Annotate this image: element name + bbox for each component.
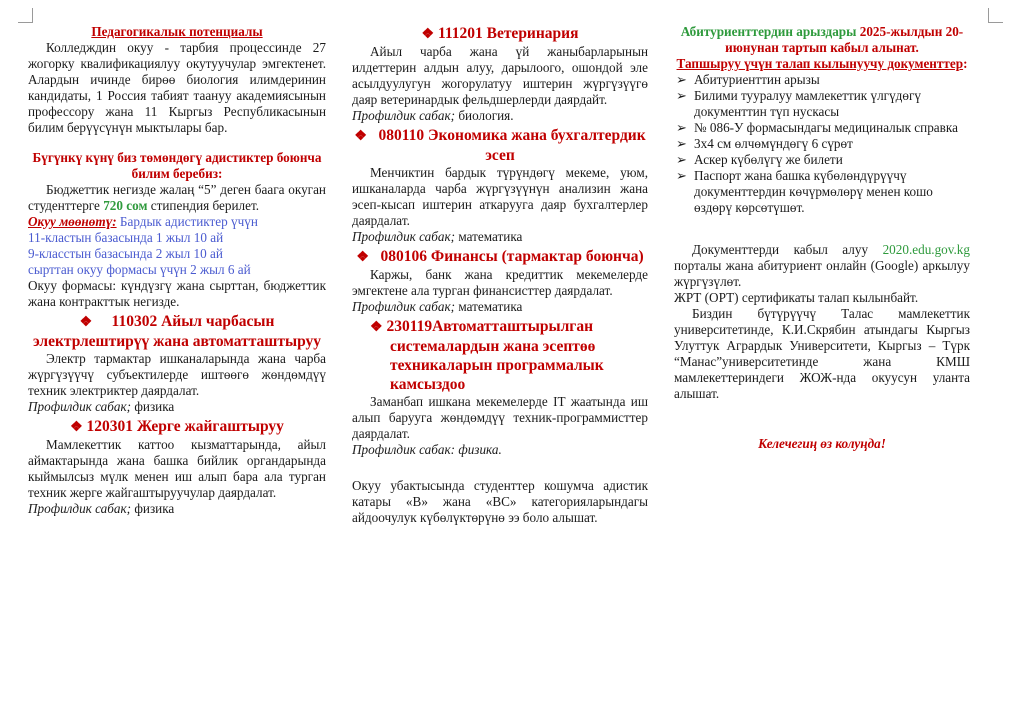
profile-subject: Профилдик сабак; математика: [352, 299, 523, 314]
profile-subject: Профилдик сабак: физика.: [352, 442, 502, 457]
list-item: ➢ Билими тууралуу мамлекеттик үлгүдөгү документтин түп нускасы: [676, 88, 921, 119]
arrow-bullet-icon: ➢: [676, 136, 688, 151]
study-term-label: Окуу мөөнөтү:: [28, 214, 117, 229]
page-corner-mark-left: [18, 8, 33, 23]
arrow-bullet-icon: ➢: [676, 120, 688, 135]
column-left: [28, 24, 326, 517]
profile-subject: Профилдик сабак; биология.: [352, 108, 514, 123]
diamond-bullet-icon: ❖: [79, 315, 93, 330]
arrow-bullet-icon: ➢: [676, 152, 688, 167]
arrow-bullet-icon: ➢: [676, 168, 688, 183]
specialty-text: Каржы, банк жана кредиттик мекемелерде эмгектене ала турган финансисттер даярдалат.: [352, 267, 648, 298]
profile-subject: Профилдик сабак; математика: [352, 229, 523, 244]
stipend-text: Бюджеттик негизде жалаң “5” деген баага окуган студенттерге 720 сом стипендия берилет.: [28, 182, 326, 213]
list-item: ➢ 3х4 см өлчөмүндөгү 6 сүрөт: [676, 136, 853, 151]
term-9-class: 9-класстын базасында 2 жыл 10 ай: [28, 246, 223, 261]
specialty-text: Электр тармактар ишканаларында жана чарба жүргүзүүчү субъектилерде иштөөгө жөндөмдүү техник электриктер даярдалат.: [28, 351, 326, 398]
diamond-bullet-icon: ❖: [354, 129, 367, 144]
specialty-text: Менчиктин бардык түрүндөгү мекеме, уюм, ишканаларда чарба жүргүзүүнүн анализин жана эсеп-кысап иштерин аткарууга даяр бухгалтерлер даярдалат.: [352, 165, 648, 228]
specialty-text: Мамлекеттик каттоо кызматтарында, айыл аймактарында жана башка бийлик органдарында кыймылсыз мүлк менен иш алып бара ала турган техник жерге жайгаштыруучулар даярдалат.: [28, 437, 326, 500]
specialty-title: ❖ 080106 Финансы (тармактар боюнча): [356, 248, 644, 265]
profile-subject: Профилдик сабак; физика: [28, 501, 175, 516]
stipend-amount: 720 сом: [103, 198, 148, 213]
term-distance: сырттан окуу формасы үчүн 2 жыл 6 ай: [28, 262, 251, 277]
diamond-bullet-icon: ❖: [356, 250, 369, 265]
list-item: ➢ Аскер күбөлүгү же билети: [676, 152, 843, 167]
specialty-title: ❖ 080110 Экономика жана бухгалтердик эсеп: [354, 127, 646, 164]
specialty-title: ❖ 111201 Ветеринария: [421, 25, 579, 42]
specialty-title: ❖ 110302 Айыл чарбасын электрлештирүү жана автоматташтыруу: [33, 313, 321, 350]
column-right: [674, 24, 970, 452]
study-forms: Окуу формасы: күндүзгү жана сырттан, бюджеттик жана контракттык негизде.: [28, 278, 326, 309]
specialty-title: ❖ 230119Автоматташтырылган системалардын жана эсептөө техникаларын программалык камсыздоо: [370, 318, 604, 393]
admission-notice: Абитуриенттердин арыздары 2025-жылдын 20-июнунан тартып кабыл алынат.: [680, 24, 964, 55]
list-item: ➢ № 086-У формасындагы медициналык справка: [676, 120, 958, 135]
drivers-license-text: Окуу убактысында студенттер кошумча адистик катары «В» жана «ВС» категорияларындагы айдоочулук күбөлүктөрүнө ээ боло алышат.: [352, 478, 648, 525]
ort-text: ЖРТ (ОРТ) сертификаты талап кылынбайт.: [674, 290, 919, 305]
term-11-class: 11-кластын базасында 1 жыл 10 ай: [28, 230, 224, 245]
diamond-bullet-icon: ❖: [70, 420, 83, 435]
specialty-title: ❖ 120301 Жерге жайгаштыруу: [70, 418, 284, 435]
diamond-bullet-icon: ❖: [370, 320, 383, 335]
list-item: ➢ Абитуриенттин арызы: [676, 72, 820, 87]
specialty-text: Айыл чарба жана үй жаныбарларынын илдеттерин алдын алуу, дарылоого, ошондой эле асылдуулугун жогорулатуу иштерин жүргүзүүгө даяр ветеринардык фельдшерлерди даярдайт.: [352, 44, 648, 107]
portal-link[interactable]: 2020.edu.gov.kg: [882, 242, 970, 257]
docs-heading: Тапшыруу үчүн талап кылынуучу документтер:: [676, 56, 968, 71]
required-documents-list: [674, 72, 970, 216]
specialty-text: Заманбап ишкана мекемелерде IT жаатында иш алып барууга жөндөмдүү техник-программисттер даярдалат.: [352, 394, 648, 441]
today-heading: Бүгүнкү күнү биз төмөндөгү адистиктер боюнча билим беребиз:: [32, 150, 322, 181]
staff-heading: Педагогикалык потенциалы: [91, 24, 263, 39]
column-middle: [352, 24, 648, 526]
motto: Келечегиң өз колуңда!: [758, 436, 886, 451]
staff-text: Колледждин окуу - тарбия процессинде 27 жогорку квалификациялуу окутуучулар эмгектенет. Алардын ичинде бирөө биология илимдеринин кандидаты, 1 Россия табият таануу академиясынын профессору жана 11 Кыргыз Республикасынын билим берүүсүнүн мыктылары бар.: [28, 40, 326, 135]
profile-subject: Профилдик сабак; физика: [28, 399, 175, 414]
transfer-text: Биздин бүтүрүүчү Талас мамлекеттик университетинде, К.И.Скрябин атындагы Кыргыз Улуттук Агрардык Университети, Кыргыз – Түрк “Манас”университетинде жана КМШ мамлекеттериндеги ЖОЖ-нда окуусун уланта алышат.: [674, 306, 970, 401]
arrow-bullet-icon: ➢: [676, 72, 688, 87]
page-corner-mark-right: [988, 8, 1003, 23]
diamond-bullet-icon: ❖: [421, 27, 435, 42]
arrow-bullet-icon: ➢: [676, 88, 688, 103]
online-admission-text: Документтерди кабыл алуу 2020.edu.gov.kg порталы жана абитуриент онлайн (Google) аркылуу жүргүзүлөт.: [674, 242, 970, 289]
list-item: ➢ Паспорт жана башка күбөлөндүрүүчү документтердин көчүрмөлөрү менен кошо өздөрү көрсөтүшөт.: [676, 168, 933, 215]
study-term: Окуу мөөнөтү: Бардык адистиктер үчүн: [28, 214, 258, 229]
